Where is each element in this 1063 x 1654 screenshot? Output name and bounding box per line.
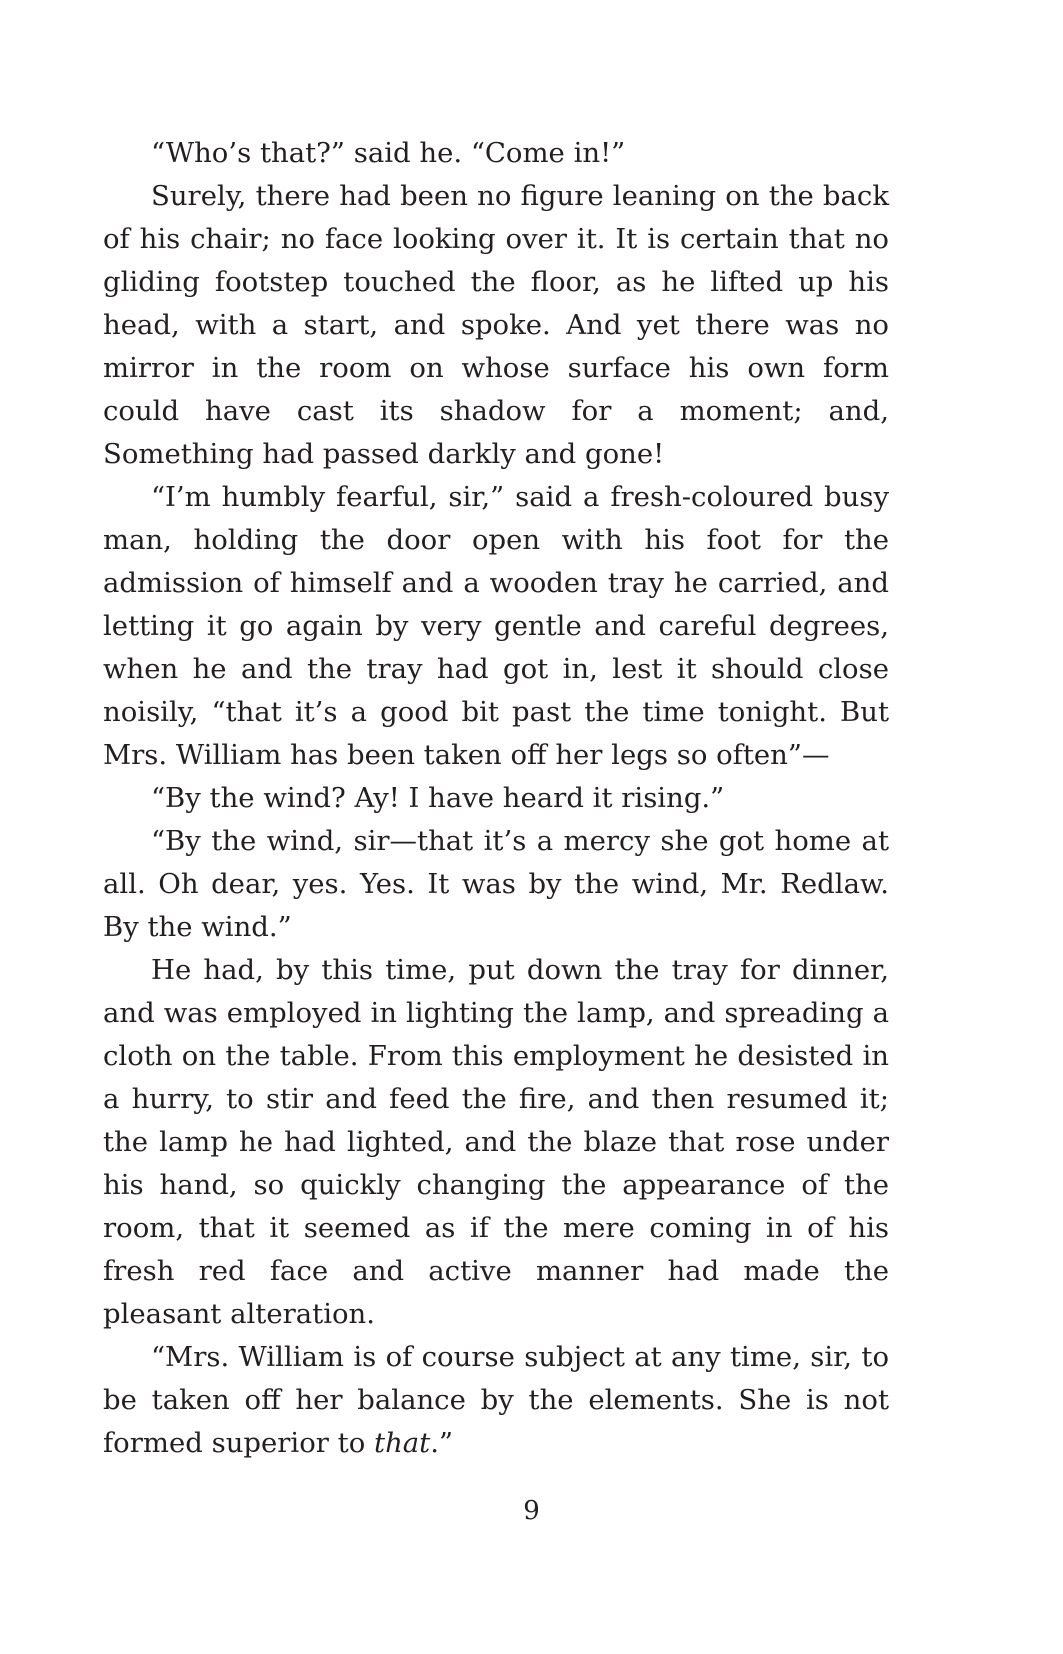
page-number: 9 [523, 1496, 540, 1526]
paragraph-3: “I’m humbly fearful, sir,” said a fresh-coloured busy man, holding the door open with his foot for the admission of himself and a wooden tray he carried, and letting it go again by very gentle and careful degrees, when he and the tray had got in, lest it should close noisily, “that it’s a good bit past the time tonight. But Mrs. William has been taken off her legs so often”— [103, 481, 889, 771]
paragraph-6: He had, by this time, put down the tray for dinner, and was employed in lighting the lamp, and spreading a cloth on the table. From this employment he desisted in a hurry, to stir and feed the fire, and then resumed it; the lamp he had lighted, and the blaze that rose under his hand, so quickly changing the appearance of the room, that it seemed as if the mere coming in of his fresh red face and active manner had made the pleasant alteration. [103, 954, 889, 1330]
paragraph-1: “Who’s that?” said he. “Come in!” [151, 137, 626, 169]
body-text [103, 132, 889, 1465]
paragraph-7 [103, 1336, 889, 1465]
paragraph-2: Surely, there had been no figure leaning on the back of his chair; no face looking over it. It is certain that no gliding footstep touched the floor, as he lifted up his head, with a start, and spoke. And yet there was no mirror in the room on whose surface his own form could have cast its shadow for a moment; and, Something had passed darkly and gone! [103, 180, 889, 470]
paragraph-7-end: .” [430, 1427, 454, 1459]
italic-word: that [374, 1427, 431, 1459]
paragraph-4: “By the wind? Ay! I have heard it rising.” [151, 782, 725, 814]
paragraph-5: “By the wind, sir—that it’s a mercy she got home at all. Oh dear, yes. Yes. It was by the wind, Mr. Redlaw. By the wind.” [103, 825, 889, 943]
paragraph-7-text: “Mrs. William is of course subject at any time, sir, to be taken off her balance by the elements. She is not formed superior to [103, 1341, 889, 1459]
